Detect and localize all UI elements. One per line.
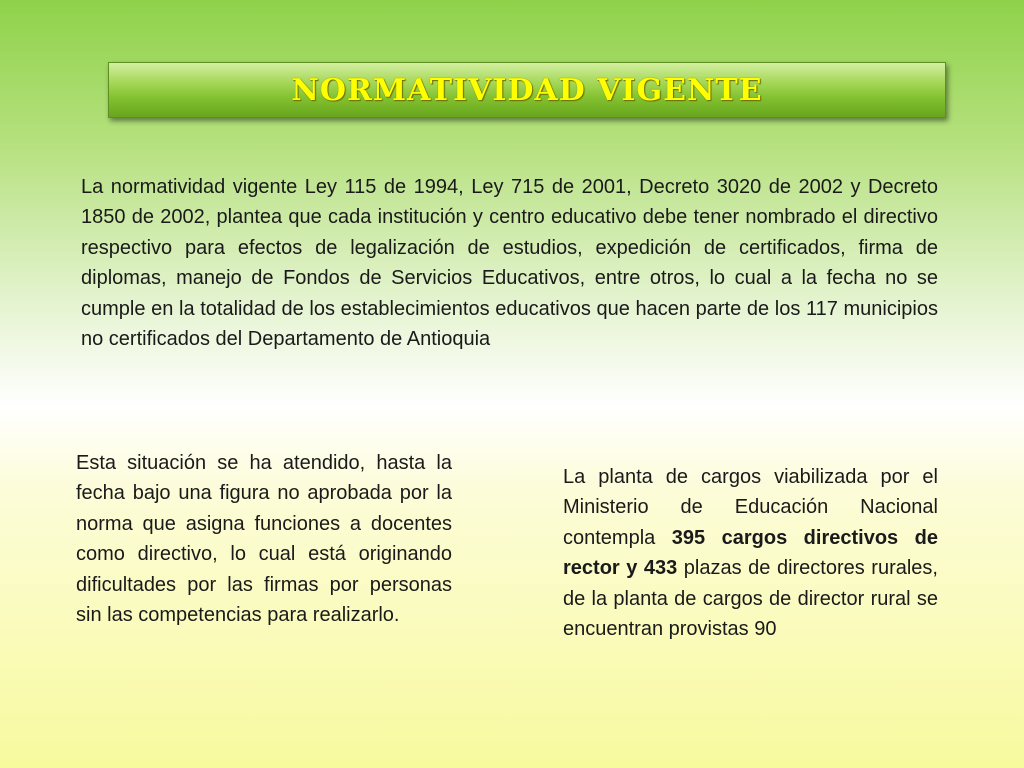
right-paragraph-intro: La planta de cargos viabilizada por el Ministerio de Educación Nacional contempla xyxy=(563,466,938,549)
right-paragraph-outro: plazas de directores rurales, de la planta de cargos de director rural se encuentran provistas 90 xyxy=(563,557,938,641)
right-paragraph xyxy=(563,462,938,644)
main-paragraph: La normatividad vigente Ley 115 de 1994, Ley 715 de 2001, Decreto 3020 de 2002 y Decreto 1850 de 2002, plantea que cada institución y centro educativo debe tener nombrado el directivo respectivo para efectos de legalización de estudios, expedición de certificados, firma de diplomas, manejo de Fondos de Servicios Educativos, entre otros, lo cual a la fecha no se cumple en la totalidad de los establecimientos educativos que hacen parte de los 117 municipios no certificados del Departamento de Antioquia xyxy=(81,176,938,351)
left-paragraph: Esta situación se ha atendido, hasta la fecha bajo una figura no aprobada por la norma que asigna funciones a docentes como directivo, lo cual está originando dificultades por las firmas por personas sin las competencias para realizarlo. xyxy=(76,452,452,627)
slide-title: NORMATIVIDAD VIGENTE xyxy=(291,72,763,108)
title-banner xyxy=(108,62,946,118)
right-paragraph-highlight: 395 cargos directivos de rector y 433 xyxy=(563,526,938,580)
